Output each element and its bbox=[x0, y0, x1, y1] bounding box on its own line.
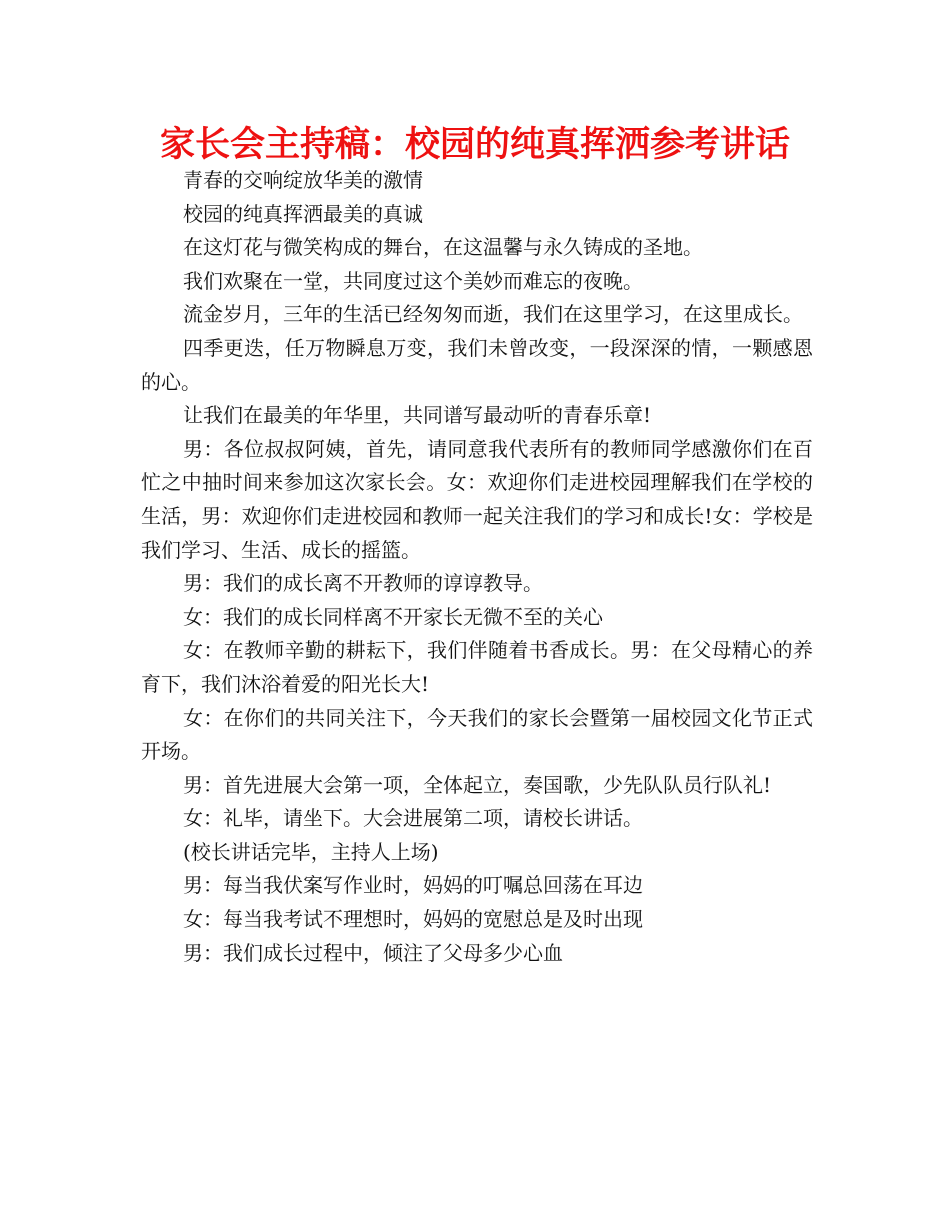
paragraph: 男：每当我伏案写作业时，妈妈的叮嘱总回荡在耳边 bbox=[183, 873, 643, 898]
paragraph: 女：在你们的共同关注下，今天我们的家长会暨第一届校园文化节正式开场。 bbox=[141, 705, 813, 764]
document-title: 家长会主持稿：校园的纯真挥洒参考讲话 bbox=[159, 125, 790, 165]
paragraph: 我们欢聚在一堂，共同度过这个美妙而难忘的夜晚。 bbox=[183, 268, 643, 293]
paragraph: 男：各位叔叔阿姨，首先，请同意我代表所有的教师同学感激你们在百忙之中抽时间来参加这次家长会。女：欢迎你们走进校园理解我们在学校的生活，男：欢迎你们走进校园和教师一起关注我们的学习和成长!女：学校是我们学习、生活、成长的摇篮。 bbox=[141, 436, 813, 562]
paragraph: 青春的交响绽放华美的激情 bbox=[183, 168, 423, 192]
paragraph: 女：我们的成长同样离不开家长无微不至的关心 bbox=[183, 604, 603, 629]
document-body bbox=[141, 164, 813, 970]
paragraph: 四季更迭，任万物瞬息万变，我们未曾改变，一段深深的情，一颗感恩的心。 bbox=[141, 335, 813, 394]
paragraph: 男：我们的成长离不开教师的谆谆教导。 bbox=[183, 571, 543, 596]
paragraph: 让我们在最美的年华里，共同谱写最动听的青春乐章! bbox=[183, 403, 652, 428]
paragraph: 在这灯花与微笑构成的舞台，在这温馨与永久铸成的圣地。 bbox=[183, 235, 703, 260]
paragraph: 校园的纯真挥洒最美的真诚 bbox=[183, 201, 423, 226]
paragraph: 流金岁月，三年的生活已经匆匆而逝，我们在这里学习，在这里成长。 bbox=[183, 302, 803, 327]
paragraph: (校长讲话完毕，主持人上场) bbox=[183, 839, 439, 864]
paragraph: 女：在教师辛勤的耕耘下，我们伴随着书香成长。男：在父母精心的养育下，我们沐浴着爱的阳光长大! bbox=[141, 638, 813, 696]
paragraph: 女：每当我考试不理想时，妈妈的宽慰总是及时出现 bbox=[183, 907, 643, 932]
paragraph: 女：礼毕，请坐下。大会进展第二项，请校长讲话。 bbox=[183, 806, 643, 831]
paragraph: 男：首先进展大会第一项，全体起立，奏国歌，少先队队员行队礼! bbox=[183, 772, 772, 797]
paragraph: 男：我们成长过程中，倾注了父母多少心血 bbox=[183, 940, 563, 965]
